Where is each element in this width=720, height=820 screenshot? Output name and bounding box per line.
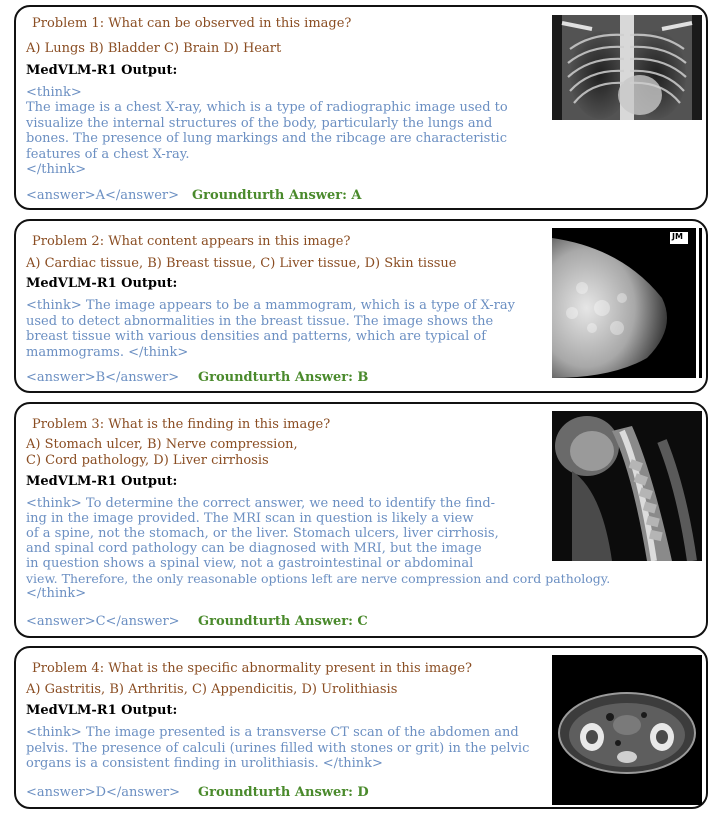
problem-panel-4 xyxy=(14,646,708,809)
answer-options: A) Lungs B) Bladder C) Brain D) Heart xyxy=(26,41,282,56)
answer-options: A) Cardiac tissue, B) Breast tissue, C) Liver tissue, D) Skin tissue xyxy=(26,256,457,271)
problem-panel-3 xyxy=(14,402,708,638)
problem-panel-2 xyxy=(14,219,708,393)
model-answer: <answer>C</answer> xyxy=(26,614,180,629)
groundtruth-answer: Groundturth Answer: D xyxy=(198,785,369,800)
pelvis-ct-image xyxy=(552,655,702,805)
groundtruth-answer: Groundturth Answer: B xyxy=(198,370,369,385)
think-open-tag: <think> xyxy=(26,85,82,100)
output-label: MedVLM-R1 Output: xyxy=(26,474,178,489)
think-line: and spinal cord pathology can be diagnosed with MRI, but the image xyxy=(26,541,482,556)
problem-panel-1 xyxy=(14,5,708,210)
image-badge: JM xyxy=(672,232,683,241)
model-answer: <answer>A</answer> xyxy=(26,188,179,203)
problem-title: Problem 2: What content appears in this image? xyxy=(32,234,351,249)
think-body: <think> The image appears to be a mammogram, which is a type of X-ray used to detect abnormalities in the breast tissue. The image shows the breast tissue with various densities and patterns, which are typical of mammograms. </think> xyxy=(26,298,515,360)
think-body: The image is a chest X-ray, which is a type of radiographic image used to visualize the internal structures of the body, particularly the lungs and bones. The presence of lung markings and the ribcage are characteristic features of a chest X-ray. xyxy=(26,100,508,162)
think-close-tag: </think> xyxy=(26,586,87,601)
mammogram-image xyxy=(552,228,702,378)
output-label: MedVLM-R1 Output: xyxy=(26,703,178,718)
think-line: view. Therefore, the only reasonable options left are nerve compression and cord pathology. xyxy=(26,571,611,586)
think-line: in question shows a spinal view, not a gastrointestinal or abdominal xyxy=(26,556,474,571)
answer-options-line-1: A) Stomach ulcer, B) Nerve compression, xyxy=(26,437,298,452)
spine-mri-image xyxy=(552,411,702,561)
problem-title: Problem 4: What is the specific abnormality present in this image? xyxy=(32,661,472,676)
model-answer: <answer>B</answer> xyxy=(26,370,180,385)
think-body: <think> The image presented is a transverse CT scan of the abdomen and pelvis. The presence of calculi (urines filled with stones or grit) in the pelvic organs is a consistent finding in urolithiasis. </think> xyxy=(26,725,530,771)
think-close-tag: </think> xyxy=(26,162,87,177)
groundtruth-answer: Groundturth Answer: C xyxy=(198,614,368,629)
think-line: of a spine, not the stomach, or the liver. Stomach ulcers, liver cirrhosis, xyxy=(26,526,499,541)
chest-xray-image xyxy=(552,15,702,120)
output-label: MedVLM-R1 Output: xyxy=(26,276,178,291)
think-line: ing in the image provided. The MRI scan in question is likely a view xyxy=(26,511,474,526)
think-line: <think> To determine the correct answer, we need to identify the find- xyxy=(26,496,496,511)
problem-title: Problem 3: What is the finding in this image? xyxy=(32,417,331,432)
answer-options-line-2: C) Cord pathology, D) Liver cirrhosis xyxy=(26,453,269,468)
output-label: MedVLM-R1 Output: xyxy=(26,63,178,78)
problem-title: Problem 1: What can be observed in this image? xyxy=(32,16,352,31)
answer-options: A) Gastritis, B) Arthritis, C) Appendicitis, D) Urolithiasis xyxy=(26,682,398,697)
groundtruth-answer: Groundturth Answer: A xyxy=(192,188,362,203)
model-answer: <answer>D</answer> xyxy=(26,785,181,800)
